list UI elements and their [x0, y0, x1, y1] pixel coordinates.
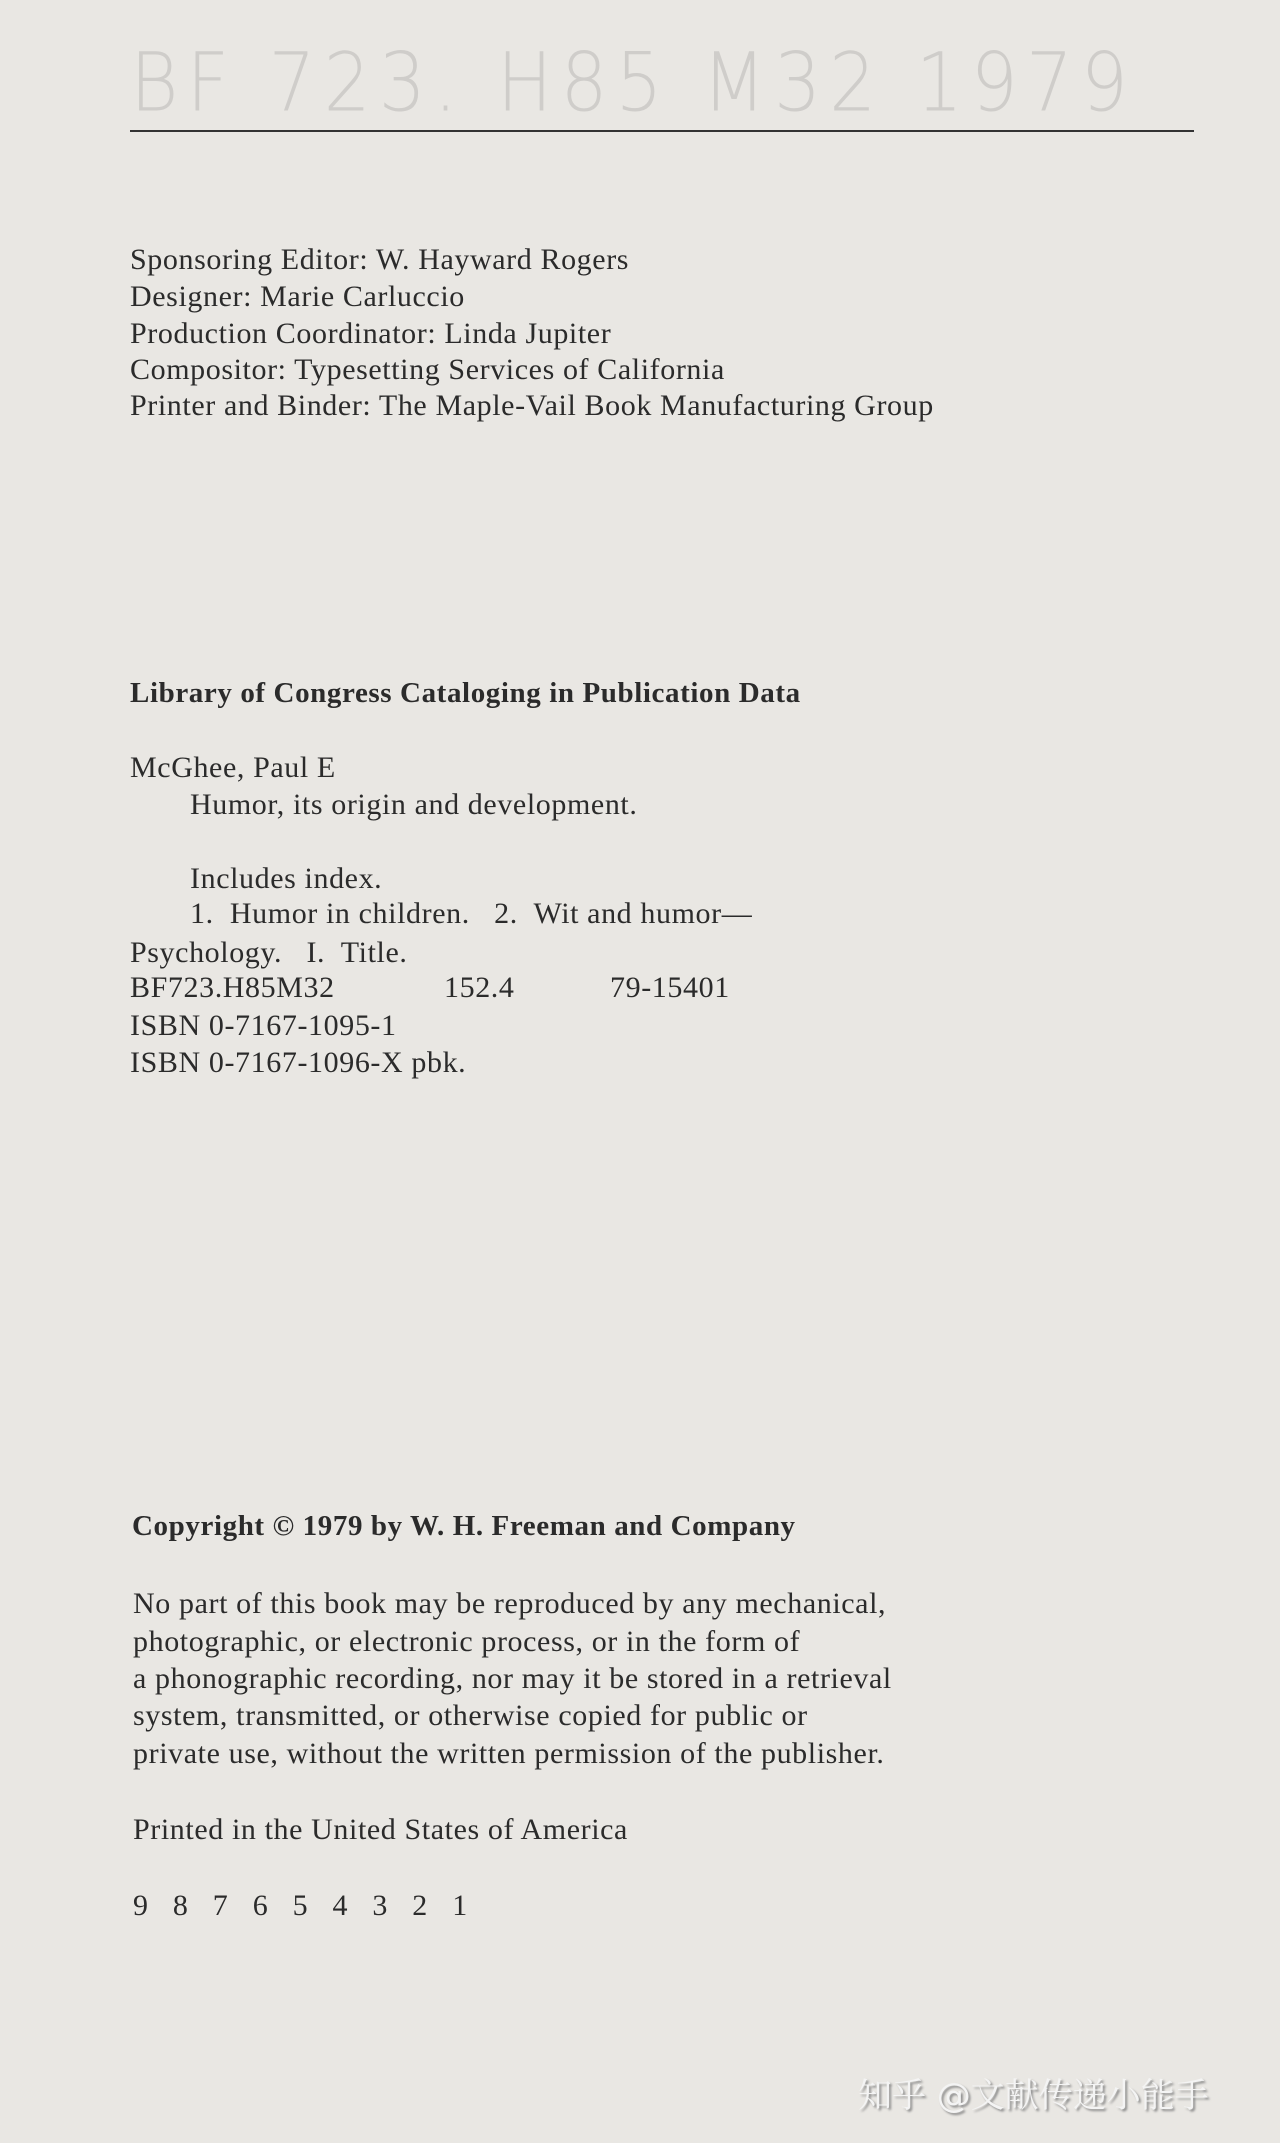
cip-note: Includes index. [190, 862, 383, 895]
credit-line: Compositor: Typesetting Services of California [130, 353, 725, 386]
printing-numbers: 9 8 7 6 5 4 3 2 1 [133, 1889, 468, 1922]
printed-in: Printed in the United States of America [133, 1813, 628, 1846]
cip-title: Humor, its origin and development. [190, 788, 638, 821]
credit-line: Designer: Marie Carluccio [130, 280, 465, 313]
notice-line: a phonographic recording, nor may it be stored in a retrieval [133, 1662, 892, 1695]
copyright-line: Copyright © 1979 by W. H. Freeman and Company [132, 1510, 796, 1542]
notice-line: photographic, or electronic process, or in the form of [133, 1625, 801, 1658]
credit-line: Production Coordinator: Linda Jupiter [130, 317, 612, 350]
watermark: 知乎 @文献传递小能手 [858, 2076, 1209, 2116]
credit-line: Sponsoring Editor: W. Hayward Rogers [130, 243, 630, 276]
isbn-cloth: ISBN 0-7167-1095-1 [130, 1009, 397, 1042]
notice-line: private use, without the written permission of the publisher. [133, 1737, 885, 1770]
cip-subjects-cont: Psychology. I. Title. [130, 936, 408, 969]
cip-author: McGhee, Paul E [130, 751, 336, 784]
isbn-paperback: ISBN 0-7167-1096-X pbk. [130, 1046, 467, 1079]
cip-dewey: 152.4 [444, 971, 515, 1004]
cip-lccn: 79-15401 [610, 971, 730, 1004]
cip-call-number: BF723.H85M32 [130, 971, 335, 1004]
header-rule [130, 130, 1194, 132]
cip-subjects: 1. Humor in children. 2. Wit and humor— [190, 897, 753, 930]
handwritten-call-number: BF 723. H85 M32 1979 [130, 35, 1137, 131]
cip-heading: Library of Congress Cataloging in Publication Data [130, 677, 801, 709]
notice-line: system, transmitted, or otherwise copied for public or [133, 1699, 808, 1732]
credit-line: Printer and Binder: The Maple-Vail Book Manufacturing Group [130, 389, 934, 422]
notice-line: No part of this book may be reproduced by any mechanical, [133, 1587, 887, 1620]
